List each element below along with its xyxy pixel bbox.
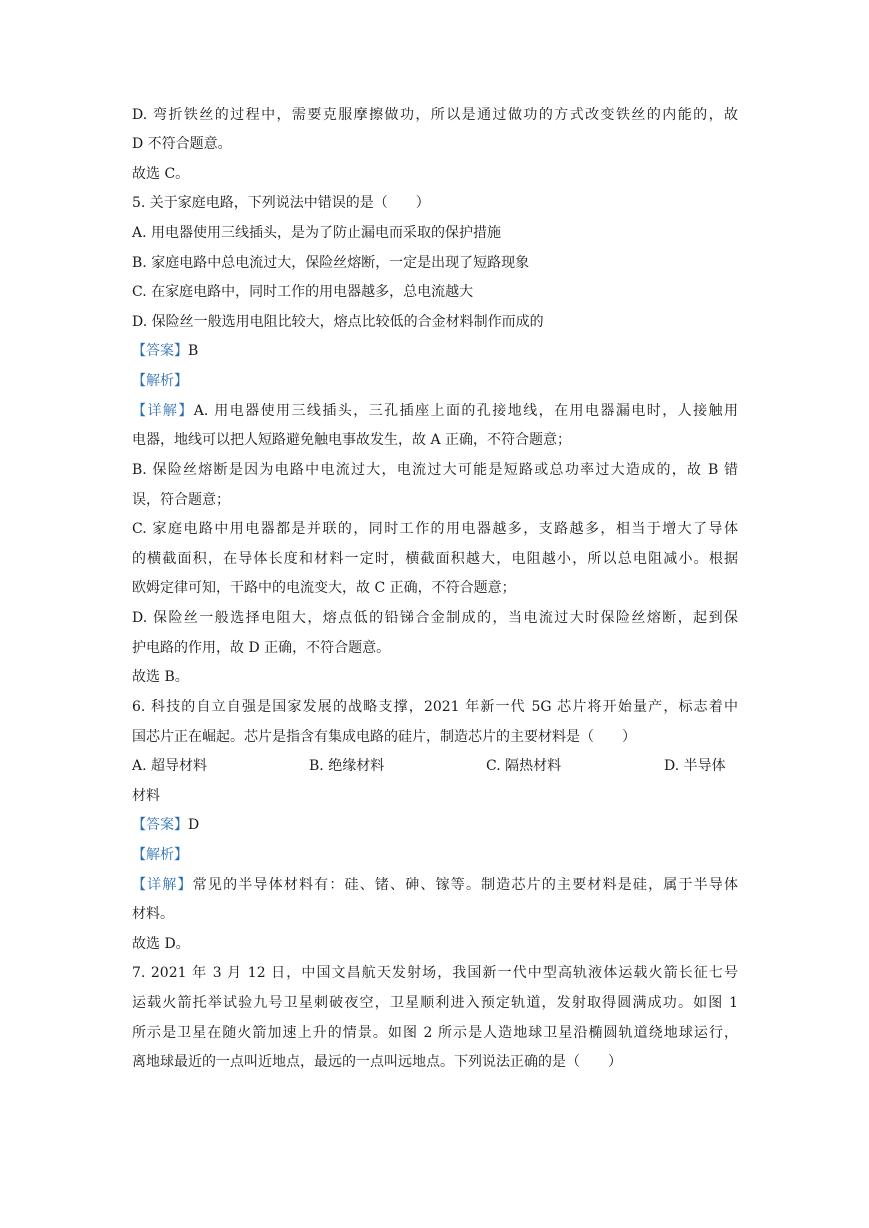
detail-tag: 【详解】	[132, 403, 194, 419]
question-5-option-b: B. 家庭电路中总电流过大，保险丝熔断，一定是出现了短路现象	[132, 255, 530, 271]
conclusion-line: 故选 B。	[132, 669, 189, 685]
explanation-line: 护电路的作用，故 D 正确，不符合题意。	[132, 640, 391, 656]
explanation-line: 欧姆定律可知，干路中的电流变大，故 C 正确，不符合题意；	[132, 580, 516, 596]
explanation-line: 【详解】常见的半导体材料有：硅、锗、砷、镓等。制造芯片的主要材料是硅，属于半导体	[132, 877, 738, 893]
question-6-option-b: B. 绝缘材料	[309, 758, 385, 774]
question-7-stem: 7. 2021 年 3 月 12 日，中国文昌航天发射场，我国新一代中型高轨液体运载火箭长征七号	[132, 965, 738, 981]
question-6-option-a: A. 超导材料	[132, 758, 208, 774]
answer-line	[132, 341, 738, 361]
paragraph-line: D. 弯折铁丝的过程中，需要克服摩擦做功，所以是通过做功的方式改变铁丝的内能的，故	[132, 107, 738, 123]
explanation-line: D. 保险丝一般选择电阻大，熔点低的铅锑合金制成的，当电流过大时保险丝熔断，起到保	[132, 610, 738, 626]
paragraph-line: 故选 C。	[132, 166, 190, 182]
explanation-line: 【详解】A. 用电器使用三线插头，三孔插座上面的孔接地线，在用电器漏电时，人接触用	[132, 403, 739, 419]
question-6-stem: 国芯片正在崛起。芯片是指含有集成电路的硅片，制造芯片的主要材料是（ ）	[132, 729, 636, 745]
question-7-stem: 运载火箭托举试验九号卫星刺破夜空，卫星顺利进入预定轨道，发射取得圆满成功。如图 1	[132, 995, 738, 1011]
question-7-stem: 所示是卫星在随火箭加速上升的情景。如图 2 所示是人造地球卫星沿椭圆轨道绕地球运行，	[132, 1025, 738, 1041]
analysis-tag: 【解析】	[132, 373, 188, 389]
detail-tag: 【详解】	[132, 877, 193, 893]
answer-line	[132, 815, 738, 835]
question-5-stem: 5. 关于家庭电路，下列说法中错误的是（ ）	[132, 195, 430, 211]
conclusion-line: 故选 D。	[132, 936, 190, 952]
explanation-line: B. 保险丝熔断是因为电路中电流过大，电流过大可能是短路或总功率过大造成的，故 B 错	[132, 462, 738, 478]
analysis-tag: 【解析】	[132, 847, 188, 863]
explanation-line: 的横截面积，在导体长度和材料一定时，横截面积越大，电阻越小，所以总电阻减小。根据	[132, 551, 738, 567]
answer-value: B	[188, 343, 199, 359]
explanation-line: C. 家庭电路中用电器都是并联的，同时工作的用电器越多，支路越多，相当于增大了导体	[132, 521, 738, 537]
explanation-line: 材料。	[132, 906, 174, 922]
question-6-options	[132, 756, 738, 776]
question-6-option-d-wrap: 材料	[132, 788, 160, 804]
paragraph-line: D 不符合题意。	[132, 136, 232, 152]
answer-value: D	[188, 817, 200, 833]
question-6-option-c: C. 隔热材料	[486, 758, 562, 774]
question-5-option-d: D. 保险丝一般选用电阻比较大，熔点比较低的合金材料制作而成的	[132, 314, 544, 330]
question-7-stem: 离地球最近的一点叫近地点，最远的一点叫远地点。下列说法正确的是（ ）	[132, 1054, 622, 1070]
explanation-line: 电器，地线可以把人短路避免触电事故发生，故 A 正确，不符合题意；	[132, 432, 572, 448]
answer-tag: 【答案】	[132, 817, 188, 833]
question-6-option-d: D. 半导体	[664, 758, 726, 774]
explanation-line: 误，符合题意；	[132, 492, 230, 508]
question-6-stem: 6. 科技的自立自强是国家发展的战略支撑，2021 年新一代 5G 芯片将开始量产，标志着中	[132, 699, 738, 715]
question-5-option-a: A. 用电器使用三线插头，是为了防止漏电而采取的保护措施	[132, 225, 502, 241]
question-5-option-c: C. 在家庭电路中，同时工作的用电器越多，总电流越大	[132, 284, 474, 300]
answer-tag: 【答案】	[132, 343, 188, 359]
